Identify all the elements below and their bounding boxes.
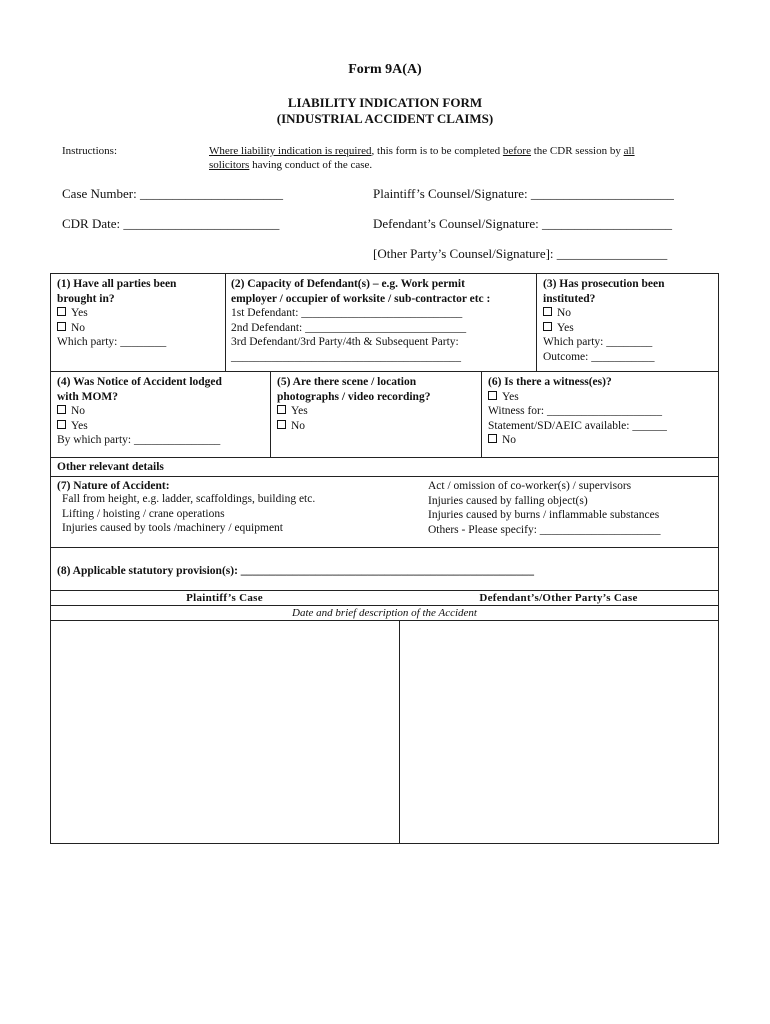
form-title: LIABILITY INDICATION FORM bbox=[287, 95, 483, 110]
third-defendant-label: 3rd Defendant/3rd Party/4th & Subsequent Party: bbox=[231, 336, 459, 348]
section5-yes-option[interactable]: Yes bbox=[277, 404, 430, 419]
nature-option[interactable]: Lifting / hoisting / crane operations bbox=[62, 507, 225, 520]
section1-title: (1) Have all parties been bbox=[57, 278, 177, 290]
section4-by-which-party[interactable]: By which party: _______________ bbox=[57, 434, 221, 446]
third-defendant-field[interactable]: ________________________________________ bbox=[231, 350, 461, 363]
section3-title: (3) Has prosecution been bbox=[543, 278, 665, 290]
section4-yes-option[interactable]: Yes bbox=[57, 419, 222, 434]
section7-title: (7) Nature of Accident: bbox=[57, 480, 170, 492]
cdr-date-field[interactable]: CDR Date: ________________________ bbox=[62, 216, 280, 231]
section5-title: (5) Are there scene / location bbox=[277, 376, 417, 388]
section3-no-option[interactable]: No bbox=[543, 306, 665, 321]
second-defendant-field[interactable]: 2nd Defendant: ____________________________ bbox=[231, 321, 467, 334]
section6-no-option[interactable]: No bbox=[488, 433, 667, 448]
checkbox[interactable] bbox=[57, 307, 66, 316]
section1-yes-option[interactable]: Yes bbox=[57, 306, 176, 321]
form-subtitle: (INDUSTRIAL ACCIDENT CLAIMS) bbox=[276, 111, 494, 126]
defendant-case-heading: Defendant’s/Other Party’s Case bbox=[479, 592, 638, 604]
section3 bbox=[543, 277, 665, 364]
plaintiff-case-heading: Plaintiff’s Case bbox=[186, 592, 263, 604]
section7-left-options bbox=[62, 492, 315, 536]
section4-title: (4) Was Notice of Accident lodged bbox=[57, 376, 222, 388]
defendant-counsel-field[interactable]: Defendant’s Counsel/Signature: ____________________ bbox=[373, 216, 672, 231]
section5 bbox=[277, 375, 430, 433]
checkbox[interactable] bbox=[57, 405, 66, 414]
other-party-counsel-field[interactable]: [Other Party’s Counsel/Signature]: _________________ bbox=[373, 246, 668, 261]
nature-option[interactable]: Injuries caused by burns / inflammable substances bbox=[428, 509, 660, 521]
nature-option[interactable]: Fall from height, e.g. ladder, scaffoldings, building etc. bbox=[62, 493, 316, 505]
statement-available-field[interactable]: Statement/SD/AEIC available: ______ bbox=[488, 419, 667, 432]
section1-title-2: brought in? bbox=[57, 292, 115, 305]
nature-option[interactable]: Injuries caused by tools /machinery / equipment bbox=[62, 522, 283, 534]
section7-right-options bbox=[428, 479, 661, 537]
section2-title: (2) Capacity of Defendant(s) – e.g. Work permit bbox=[231, 278, 465, 290]
accident-description-subtitle: Date and brief description of the Accident bbox=[292, 607, 477, 619]
plaintiff-case-textarea[interactable] bbox=[51, 621, 398, 842]
checkbox[interactable] bbox=[488, 434, 497, 443]
other-details-heading: Other relevant details bbox=[57, 461, 164, 473]
instructions-label: Instructions: bbox=[62, 145, 117, 157]
section6 bbox=[488, 375, 667, 448]
checkbox[interactable] bbox=[277, 405, 286, 414]
section5-title-2: photographs / video recording? bbox=[277, 390, 431, 403]
nature-option[interactable]: Act / omission of co-worker(s) / supervisors bbox=[428, 480, 632, 492]
section5-no-option[interactable]: No bbox=[277, 419, 430, 434]
nature-option[interactable]: Others - Please specify: _____________________ bbox=[428, 523, 661, 536]
instructions-text: Where liability indication is required, this form is to be completed before the CDR session by all bbox=[209, 145, 635, 157]
section6-title: (6) Is there a witness(es)? bbox=[488, 376, 612, 388]
section3-title-2: instituted? bbox=[543, 292, 596, 305]
checkbox[interactable] bbox=[488, 391, 497, 400]
section4-no-option[interactable]: No bbox=[57, 404, 222, 419]
witness-for-field[interactable]: Witness for: ____________________ bbox=[488, 405, 662, 417]
form-number: Form 9A(A) bbox=[348, 62, 422, 77]
section3-which-party[interactable]: Which party: ________ bbox=[543, 336, 653, 348]
checkbox[interactable] bbox=[543, 322, 552, 331]
section6-yes-option[interactable]: Yes bbox=[488, 390, 667, 405]
first-defendant-field[interactable]: 1st Defendant: ____________________________ bbox=[231, 307, 463, 319]
section4 bbox=[57, 375, 222, 448]
checkbox[interactable] bbox=[543, 307, 552, 316]
section8-statutory-provisions[interactable]: (8) Applicable statutory provision(s): ___________________________________________________ bbox=[57, 565, 535, 577]
plaintiff-counsel-field[interactable]: Plaintiff’s Counsel/Signature: ______________________ bbox=[373, 186, 674, 201]
nature-option[interactable]: Injuries caused by falling object(s) bbox=[428, 494, 588, 507]
defendant-case-textarea[interactable] bbox=[400, 621, 717, 842]
case-number-field[interactable]: Case Number: ______________________ bbox=[62, 186, 283, 201]
checkbox[interactable] bbox=[277, 420, 286, 429]
section3-yes-option[interactable]: Yes bbox=[543, 321, 665, 336]
instructions-text-2: solicitors having conduct of the case. bbox=[209, 159, 373, 171]
section2 bbox=[231, 277, 490, 364]
section1-no-option[interactable]: No bbox=[57, 321, 176, 336]
section3-outcome[interactable]: Outcome: ___________ bbox=[543, 350, 655, 363]
section1-which-party[interactable]: Which party: ________ bbox=[57, 336, 167, 348]
section4-title-2: with MOM? bbox=[57, 390, 119, 403]
checkbox[interactable] bbox=[57, 322, 66, 331]
section1 bbox=[57, 277, 176, 350]
section2-title-2: employer / occupier of worksite / sub-contractor etc : bbox=[231, 292, 491, 305]
checkbox[interactable] bbox=[57, 420, 66, 429]
